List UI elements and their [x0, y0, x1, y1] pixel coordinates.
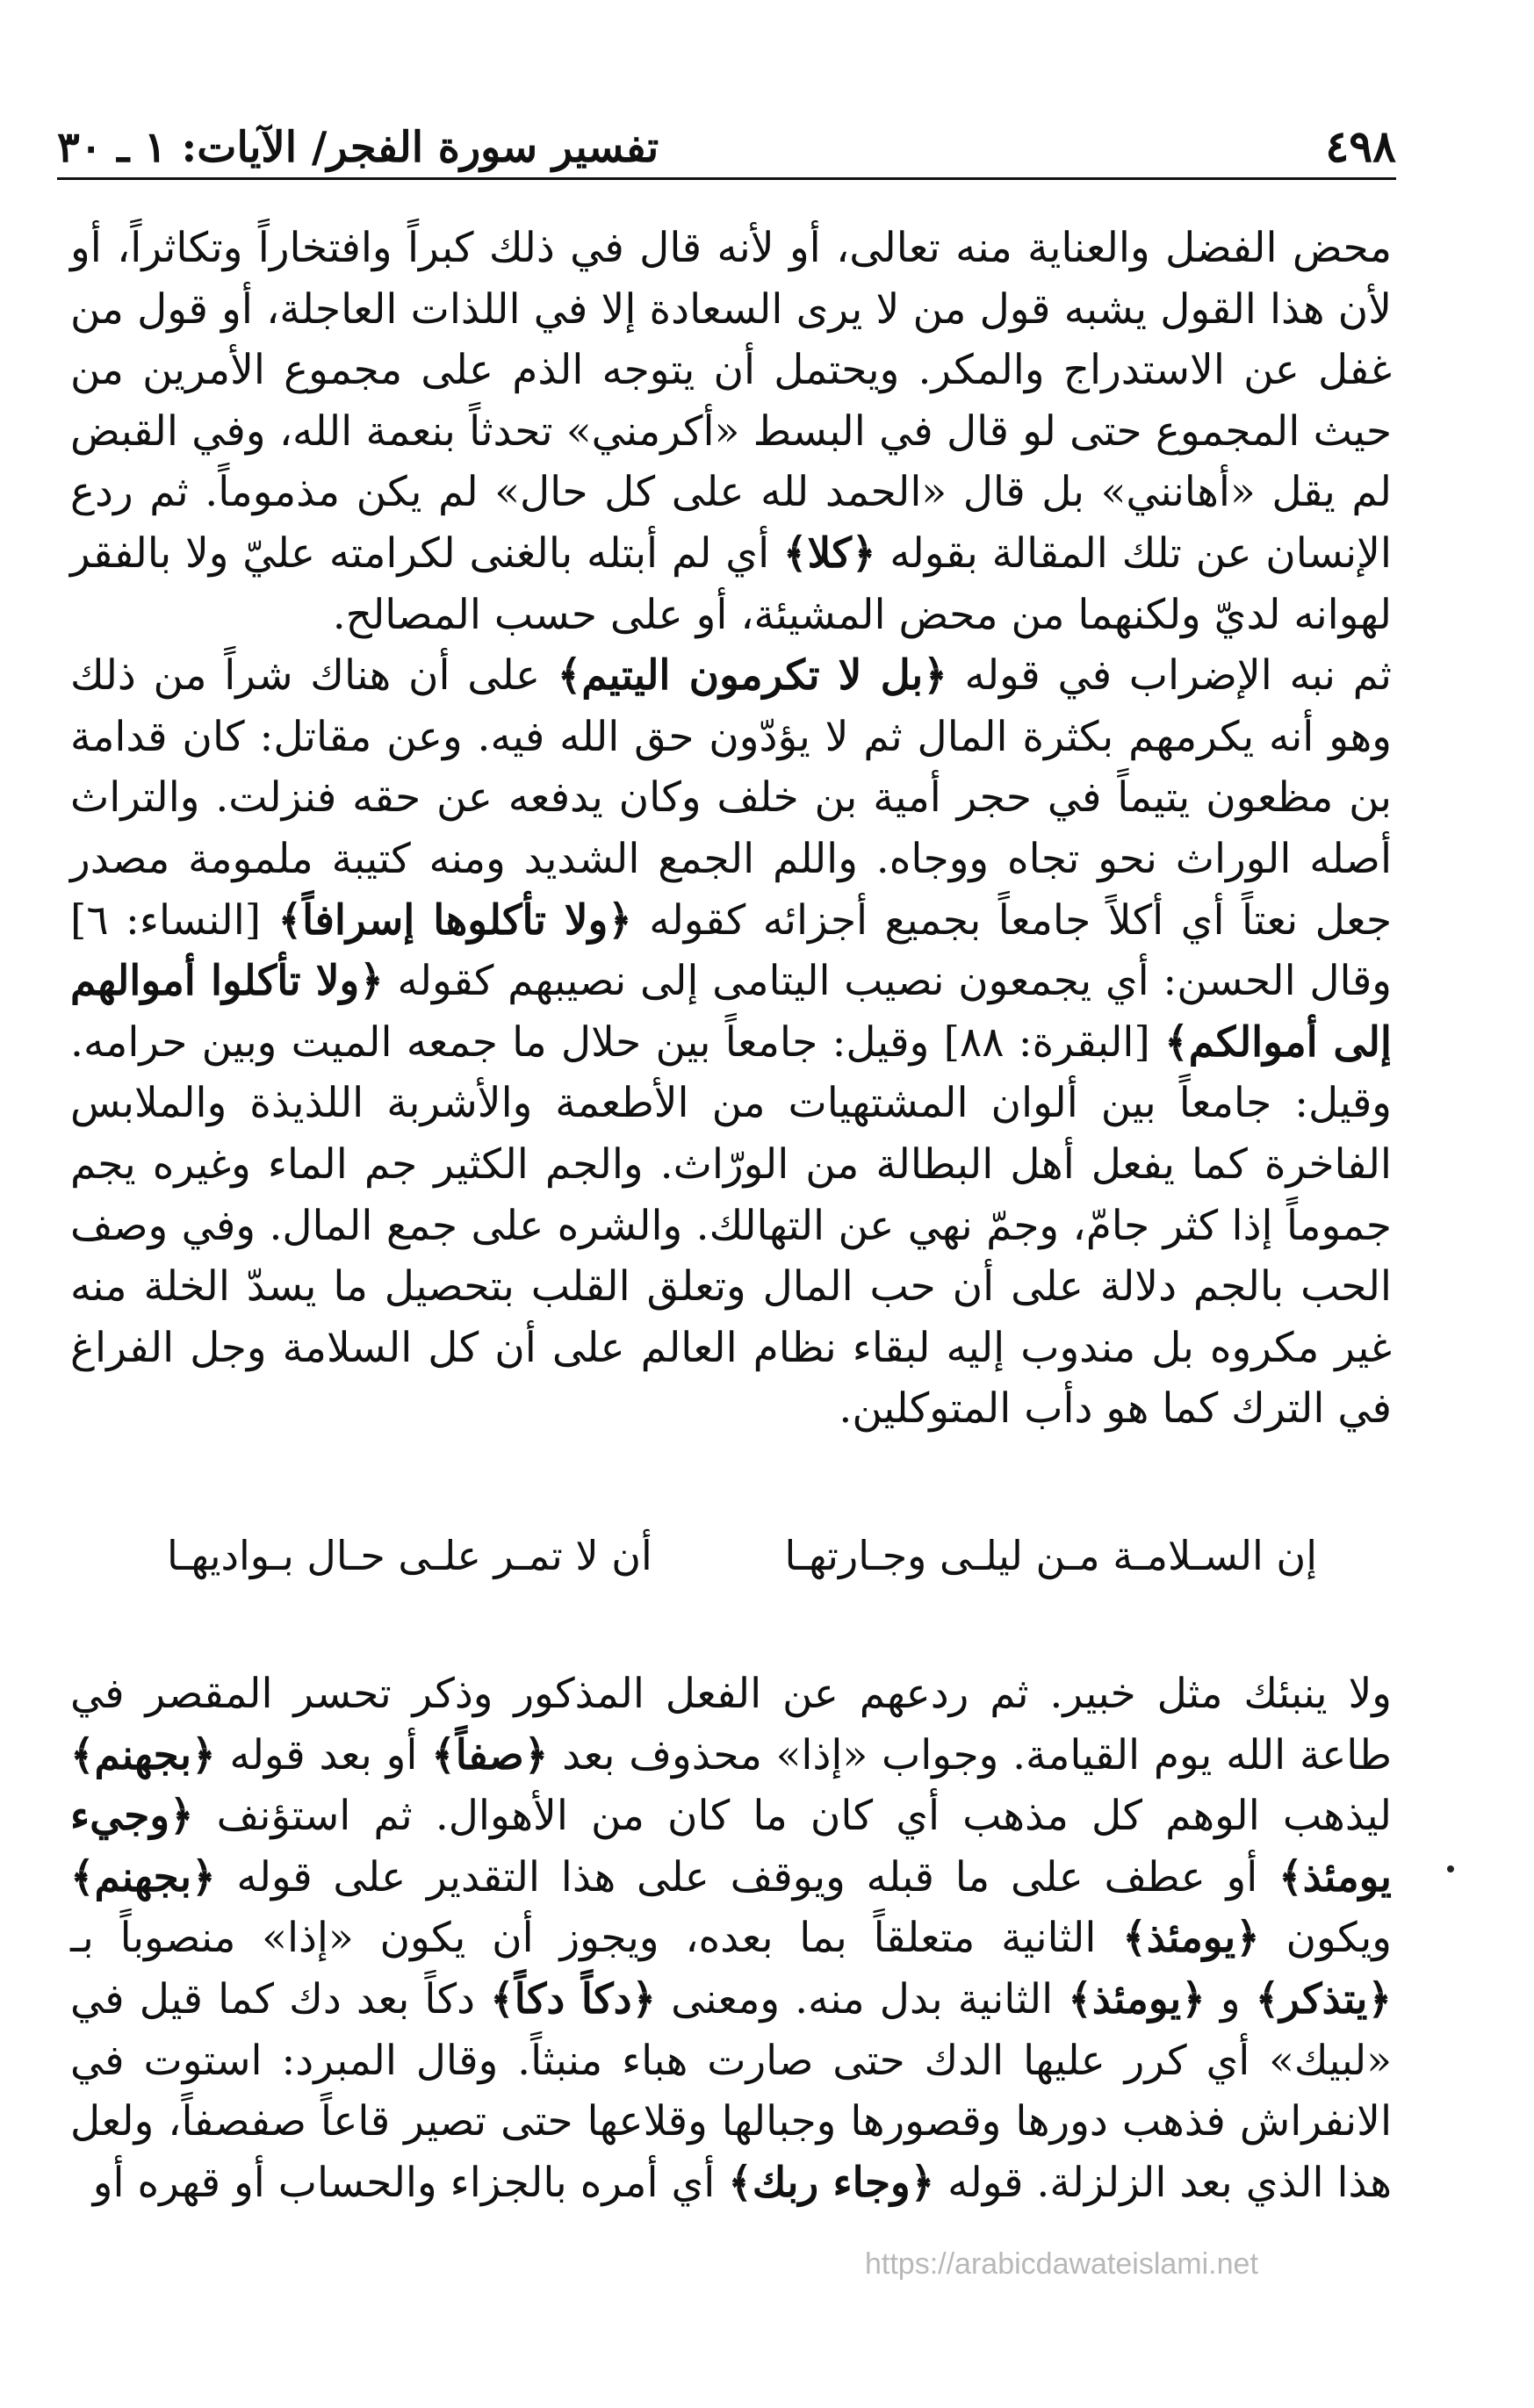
text-run: أي أمره بالجزاء والحساب أو قهره أو: [92, 2158, 729, 2207]
quran-quote: ﴿كلا﴾: [782, 528, 876, 578]
text-run: الثانية متعلقاً بما بعده، ويجوز أن يكون «إذا» منصوباً بـ: [70, 1914, 1123, 1963]
paragraph: [70, 218, 1392, 645]
text-run: محض الفضل والعناية منه تعالى، أو لأنه قال في ذلك كبراً وافتخاراً وتكاثراً، أو لأن هذا القول يشبه قول من لا يرى السعادة إلا في اللذات العاجلة، أو قول من غفل عن الاستدراج والمكر. ويحتمل أن يتوجه الذم على مجموع الأمرين من حيث المجموع حتى لو قال في البسط «أكرمني» تحدثاً بنعمة الله، وفي القبض لم يقل «أهانني» بل قال «الحمد لله على كل حال» لم يكن مذموماً. ثم ردع الإنسان عن تلك المقالة بقوله: [70, 224, 1392, 578]
commentary-block-1: [70, 218, 1392, 1440]
quran-quote: ﴿بل لا تكرمون اليتيم﴾: [557, 651, 947, 701]
text-run: على أن هناك شراً من ذلك وهو أنه يكرمهم بكثرة المال ثم لا يؤدّون حق الله فيه. وعن مقاتل: كان قدامة بن مظعون يتيماً في حجر أمية بن خلف وكان يدفعه عن حقه فنزلت. والتراث أصله الوراث نحو تجاه ووجاه. واللم الجمع الشديد ومنه كتيبة ملمومة مصدر جعل نعتاً أي أكلاً جامعاً بجميع أجزائه كقوله: [70, 651, 1392, 945]
quran-quote: ﴿بجهنم﴾: [70, 1852, 216, 1901]
quran-quote: ﴿يومئذ﴾: [1068, 1974, 1206, 2023]
text-run: ولا ينبئك مثل خبير. ثم ردعهم عن الفعل المذكور وذكر تحسر المقصر في طاعة الله يوم القيامة. وجواب «إذا» محذوف بعد: [70, 1670, 1392, 1779]
text-run: ليذهب الوهم كل مذهب أي كان ما كان من الأهوال. ثم استؤنف: [193, 1792, 1392, 1841]
quran-quote: ﴿وجيء يومئذ﴾: [70, 1792, 1392, 1901]
text-run: [البقرة: ٨٨] وقيل: جامعاً بين حلال ما جمعه الميت وبين حرامه. وقيل: جامعاً بين ألوان المشتهيات من الأطعمة والأشربة اللذيذة والملابس الفاخرة كما يفعل أهل البطالة من الورّاث. والجم الكثير جم الماء وغيره يجم جموماً إذا كثر جامّ، وجمّ نهي عن التهالك. والشره على جمع المال. وفي وصف الحب بالجم دلالة على أن حب المال وتعلق القلب بتحصيل ما يسدّ الخلة منه غير مكروه بل مندوب إليه لبقاء نظام العالم على أن كل السلامة وجل الفراغ في الترك كما هو دأب المتوكلين.: [70, 1017, 1392, 1434]
page-header: [57, 105, 1396, 180]
text-run: [النساء: ٦] وقال الحسن: أي يجمعون نصيب اليتامى إلى نصيبهم كقوله: [70, 895, 1392, 1006]
quran-quote: ﴿ولا تأكلوا أموالهم إلى أموالكم﴾: [70, 957, 1392, 1067]
paragraph: [70, 1664, 1392, 2213]
scan-speck: [1447, 1865, 1454, 1872]
commentary-block-2: [70, 1664, 1392, 2213]
verse-hemistich-right: إن السـلامـة مـن ليلـى وجـارتهـا: [784, 1532, 1317, 1579]
quran-quote: ﴿يومئذ﴾: [1122, 1914, 1260, 1963]
quran-quote: ﴿وجاء ربك﴾: [728, 2158, 935, 2207]
quran-quote: ﴿ولا تأكلوها إسرافاً﴾: [277, 895, 632, 945]
text-run: دكاً بعد دك كما قيل في «لبيك» أي كرر عليها الدك حتى صارت هباء منبثاً. وقال المبرد: استوت في الانفراش فذهب دورها وقصورها وجبالها وقلاعها حتى تصير قاعاً صفصفاً، ولعل هذا الذي بعد الزلزلة. قوله: [70, 1974, 1392, 2207]
verse-hemistich-left: أن لا تمـر علـى حـال بـواديهـا: [167, 1532, 652, 1579]
text-run: أي لم أبتله بالغنى لكرامته عليّ ولا بالفقر لهوانه لديّ ولكنهما من محض المشيئة، أو على حسب المصالح.: [70, 528, 1392, 639]
quran-quote: ﴿بجهنم﴾: [70, 1730, 216, 1779]
page-number: ٤٩٨: [1325, 120, 1396, 172]
text-run: الثانية بدل منه. ومعنى: [656, 1974, 1069, 2023]
poetry-verse: [167, 1532, 1317, 1579]
watermark-url: https://arabicdawateislami.net: [865, 2247, 1258, 2281]
quran-quote: ﴿دكاً دكاً﴾: [490, 1974, 657, 2023]
text-run: ويكون: [1259, 1914, 1392, 1963]
text-run: أو عطف على ما قبله ويوقف على هذا التقدير على قوله: [215, 1852, 1279, 1901]
quran-quote: ﴿يتذكر﴾: [1255, 1974, 1392, 2023]
text-run: ثم نبه الإضراب في قوله: [947, 651, 1393, 701]
running-title: تفسير سورة الفجر/ الآيات: ١ ـ ٣٠: [57, 123, 659, 172]
text-run: و: [1205, 1974, 1256, 2023]
text-run: أو بعد قوله: [215, 1730, 432, 1779]
quran-quote: ﴿صفاً﴾: [431, 1730, 549, 1779]
paragraph: [70, 645, 1392, 1440]
